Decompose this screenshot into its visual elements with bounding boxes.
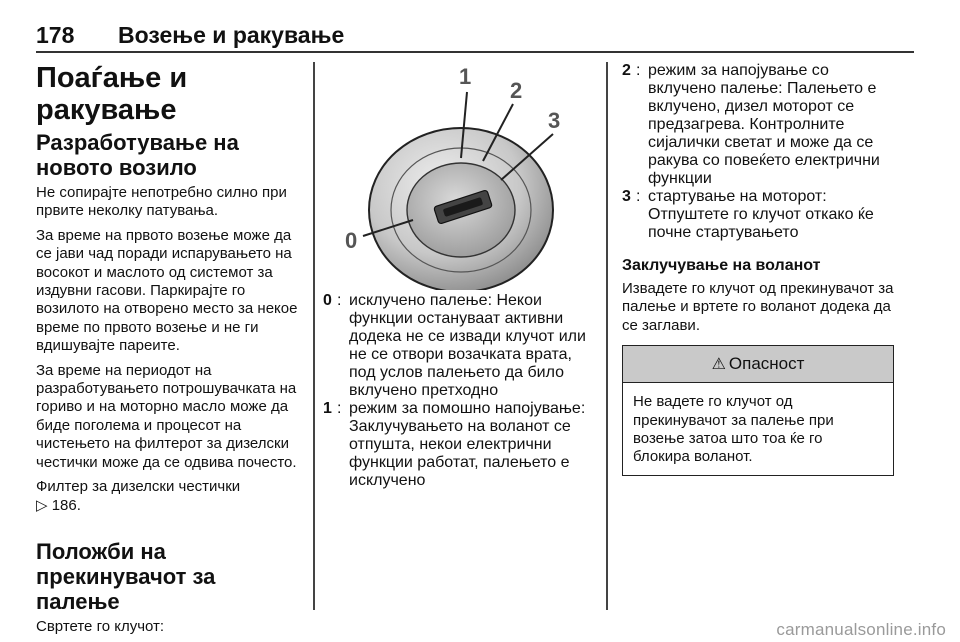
chapter-title: Поаѓање и ракување xyxy=(36,62,188,126)
warning-header xyxy=(623,346,893,383)
paragraph: Извадете го клучот од прекинувачот за палење и вртете го воланот додека да се заглави. xyxy=(622,280,894,334)
header-rule xyxy=(36,51,914,53)
column-right xyxy=(622,62,894,476)
paragraph: За време на периодот на разработувањето потрошувачката на гориво и на моторно масло може да биде поголема и процесот на чистењето на филтерот за дизелски честички може да се одвива почесто. xyxy=(36,361,297,471)
section-title: Возење и ракување xyxy=(118,22,345,48)
column-divider xyxy=(606,62,608,610)
warning-triangle-icon: ⚠ xyxy=(711,356,726,374)
column-left xyxy=(36,62,302,642)
position-label-0: 0 xyxy=(345,228,358,253)
subsection-title: Заклучување на воланот xyxy=(622,257,821,274)
position-item: 2 : режим за напојување со вклучено палење: Палењето е вклучено, дизел моторот се предзагрева. Контролните сијалички светат и може да се ракува со повеќето електрични функции xyxy=(622,62,880,187)
subsection-title: Разработување на новото возило xyxy=(36,130,239,180)
paragraph: Не сопирајте непотребно силно при првите неколку патувања. xyxy=(36,184,287,220)
paragraph: Свртете го клучот: xyxy=(36,617,165,635)
position-label-2: 2 xyxy=(510,78,523,103)
page-header xyxy=(36,22,914,52)
ignition-switch-diagram xyxy=(323,62,593,290)
column-divider xyxy=(313,62,315,610)
warning-box xyxy=(622,345,894,476)
column-middle xyxy=(323,62,593,490)
position-label-1: 1 xyxy=(459,64,472,89)
position-item: 1 : режим за помошно напојување: Заклучувањето на воланот се отпушта, некои електрични функции работат, палењето е исклучено xyxy=(323,400,586,489)
position-item: 3 : стартување на моторот: Отпуштете го клучот откако ќе почне стартувањето xyxy=(622,188,874,241)
warning-text: Не вадете го клучот од прекинувачот за палење при возење затоа што тоа ќе го блокира воланот. xyxy=(633,393,834,466)
paragraph-reference xyxy=(36,478,302,515)
ignition-switch-icon xyxy=(323,62,593,290)
page-number: 178 xyxy=(36,22,75,48)
subsection-title: Положби на прекинувачот за палење xyxy=(36,538,216,614)
reference-text: Филтер за дизелски честички xyxy=(36,478,241,496)
reference-link[interactable]: 186. xyxy=(51,496,81,514)
warning-title: Опасност xyxy=(728,354,805,374)
watermark: carmanualsonline.info xyxy=(776,620,946,639)
paragraph: За време на првото возење може да се јави чад поради испарувањето на восокот и маслото од системот за издувни гасови. Паркирајте го возилото на отворено место за некое време по првото возење и не ги вдишувајте пареите. xyxy=(36,226,298,355)
page-reference-icon: ▷ xyxy=(36,496,48,514)
position-item: 0 : исклучено палење: Некои функции остануваат активни додека не се извади клучот или не се отвори возачката врата, под услов палењето да било вклучено претходно xyxy=(323,292,586,399)
position-label-3: 3 xyxy=(548,108,561,133)
